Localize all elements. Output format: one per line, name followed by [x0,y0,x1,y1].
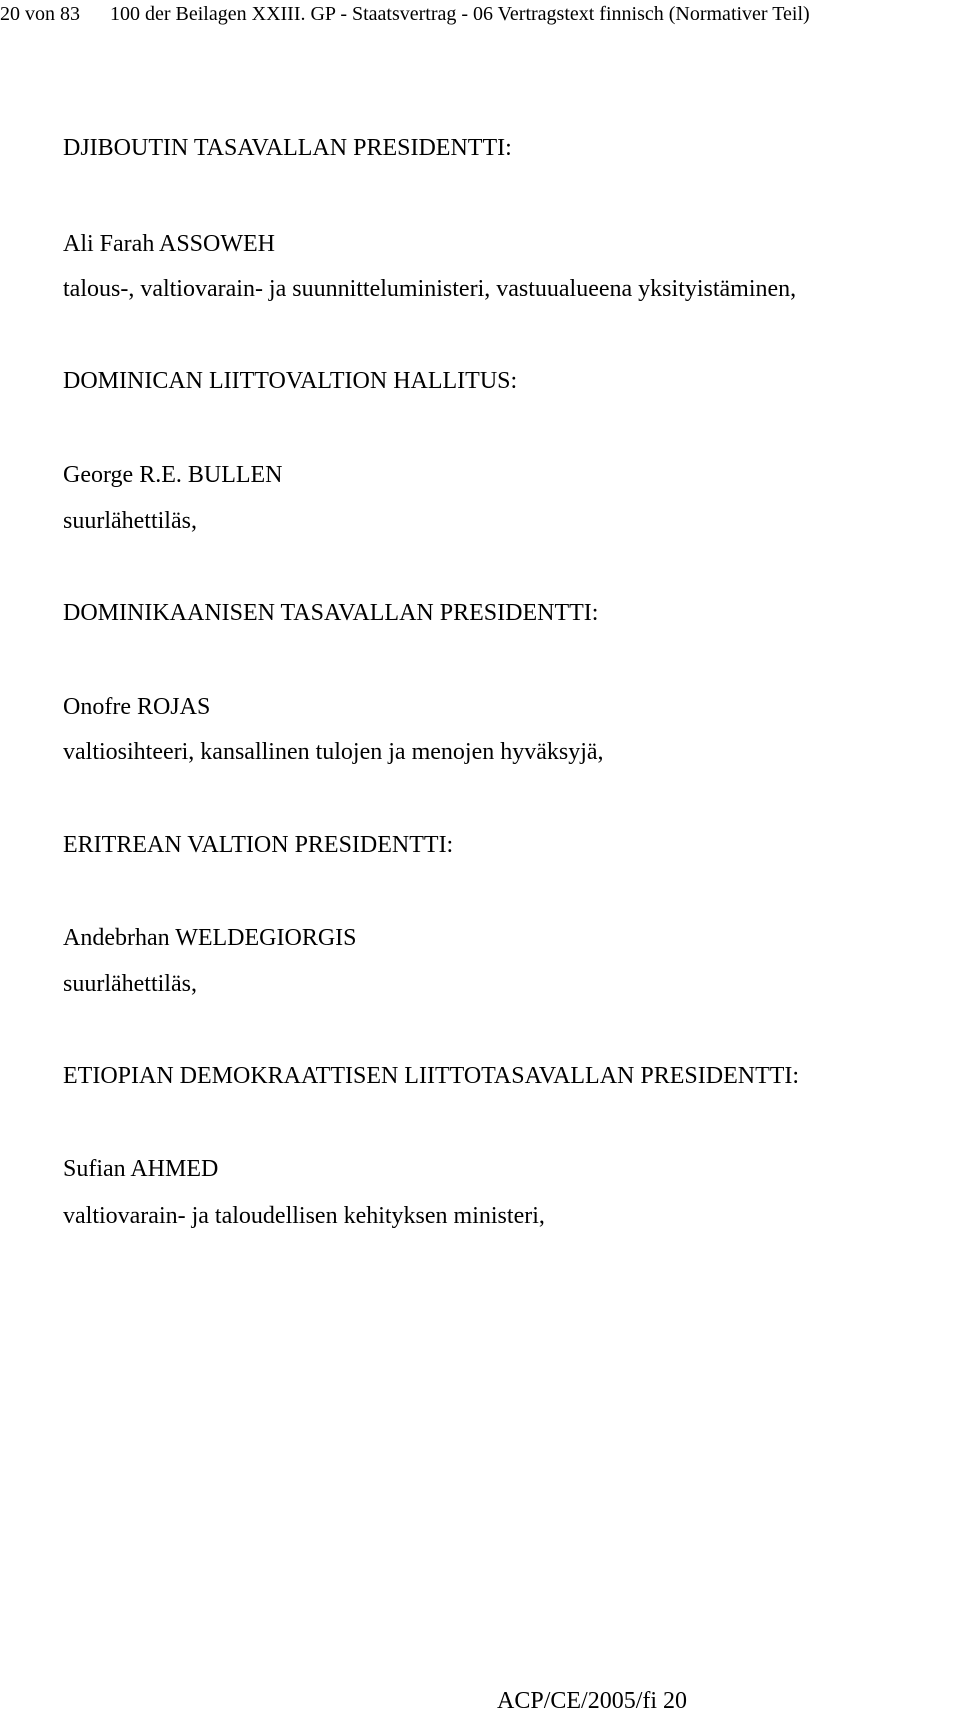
signatory-heading: ETIOPIAN DEMOKRAATTISEN LIITTOTASAVALLAN PRESIDENTTI: [63,1063,800,1089]
page-footer-reference: ACP/CE/2005/fi 20 [497,1688,688,1714]
signatory-name: Ali Farah ASSOWEH [63,231,275,257]
signatory-heading: DJIBOUTIN TASAVALLAN PRESIDENTTI: [63,135,512,161]
page-counter: 20 von 83 [0,3,80,25]
signatory-role: talous-, valtiovarain- ja suunnitteluministeri, vastuualueena yksityistäminen, [63,276,797,302]
signatory-name: Andebrhan WELDEGIORGIS [63,925,357,951]
signatory-role: suurlähettiläs, [63,971,197,997]
signatory-name: Sufian AHMED [63,1156,219,1182]
signatory-heading: DOMINIKAANISEN TASAVALLAN PRESIDENTTI: [63,600,599,626]
signatory-name: George R.E. BULLEN [63,462,283,488]
signatory-heading: ERITREAN VALTION PRESIDENTTI: [63,832,454,858]
signatory-heading: DOMINICAN LIITTOVALTION HALLITUS: [63,368,518,394]
document-title: 100 der Beilagen XXIII. GP - Staatsvertrag - 06 Vertragstext finnisch (Normativer Teil) [110,3,810,25]
signatory-role: valtiosihteeri, kansallinen tulojen ja menojen hyväksyjä, [63,739,604,765]
signatory-role: valtiovarain- ja taloudellisen kehityksen ministeri, [63,1203,545,1229]
signatory-name: Onofre ROJAS [63,694,211,720]
signatory-role: suurlähettiläs, [63,508,197,534]
